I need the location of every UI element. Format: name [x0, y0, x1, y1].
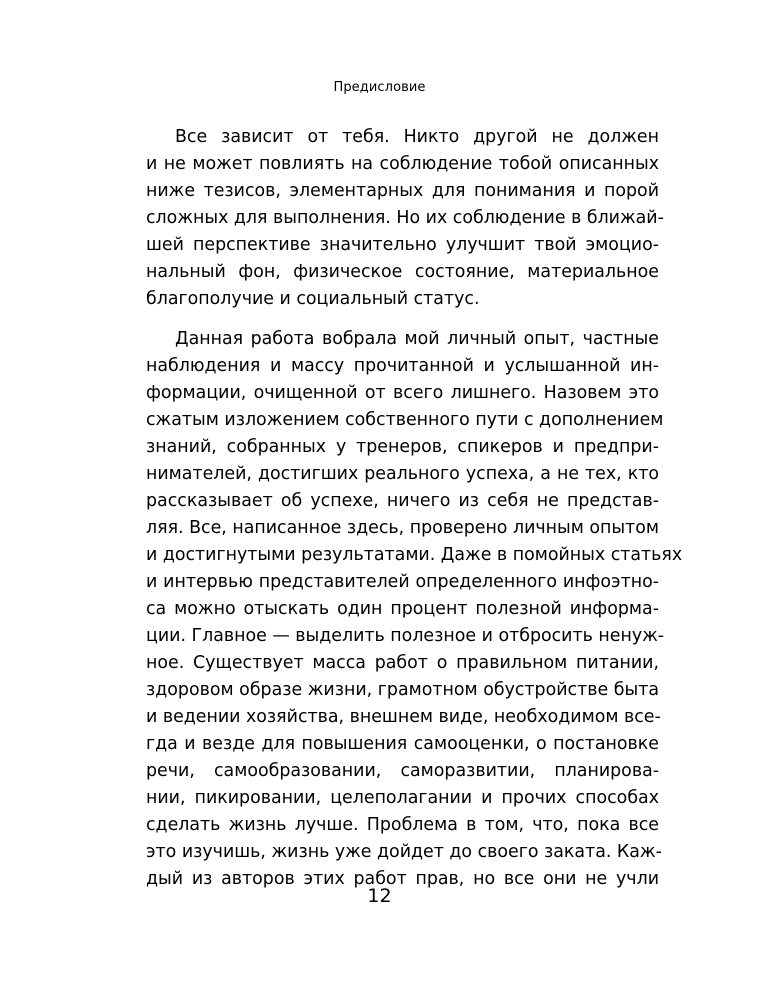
text-line: сжатым изложением собственного пути с дополнением	[146, 410, 664, 430]
text-line: нии, пикировании, целеполагании и прочих способах	[146, 788, 659, 808]
text-line: ное. Существует масса работ о правильном питании,	[146, 653, 659, 673]
text-line: и ведении хозяйства, внешнем виде, необходимом все-	[146, 707, 661, 727]
paragraph-2	[146, 326, 683, 893]
text-line: наблюдения и массу прочитанной и услышанной ин-	[146, 356, 659, 376]
text-line: сделать жизнь лучше. Проблема в том, что, пока все	[146, 815, 659, 835]
text-line: Данная работа вобрала мой личный опыт, частные	[175, 329, 659, 349]
text-line: нимателей, достигших реального успеха, а не тех, кто	[146, 464, 659, 484]
page-number: 12	[367, 885, 392, 907]
text-line: нальный фон, физическое состояние, материальное	[146, 262, 659, 282]
text-line: гда и везде для повышения самооценки, о постановке	[146, 734, 659, 754]
text-line: и достигнутыми результатами. Даже в помойных статьях	[146, 545, 683, 565]
text-line: благополучие и социальный статус.	[146, 289, 480, 309]
text-line: это изучишь, жизнь уже дойдет до своего заката. Каж-	[146, 842, 662, 862]
text-line: шей перспективе значительно улучшит твой эмоцио-	[146, 235, 659, 255]
text-line: рассказывает об успехе, ничего из себя не представ-	[146, 491, 659, 511]
text-line: ляя. Все, написанное здесь, проверено личным опытом	[146, 518, 660, 538]
text-line: речи, самообразовании, саморазвитии, планирова-	[146, 761, 659, 781]
paragraph-1	[146, 124, 664, 313]
text-line: формации, очищенной от всего лишнего. Назовем это	[146, 383, 659, 403]
text-line: знаний, собранных у тренеров, спикеров и предпри-	[146, 437, 659, 457]
text-line: ниже тезисов, элементарных для понимания и порой	[146, 181, 659, 201]
text-line: са можно отыскать один процент полезной информа-	[146, 599, 659, 619]
text-line: сложных для выполнения. Но их соблюдение в ближай-	[146, 208, 664, 228]
text-line: и не может повлиять на соблюдение тобой описанных	[146, 154, 659, 174]
text-line: Все зависит от тебя. Никто другой не должен	[175, 127, 659, 147]
text-line: и интервью представителей определенного инфоэтно-	[146, 572, 659, 592]
running-title: Предисловие	[333, 80, 426, 95]
text-line: дый из авторов этих работ прав, но все они не учли	[146, 869, 659, 889]
text-line: ции. Главное — выделить полезное и отбросить ненуж-	[146, 626, 665, 646]
text-line: здоровом образе жизни, грамотном обустройстве быта	[146, 680, 659, 700]
